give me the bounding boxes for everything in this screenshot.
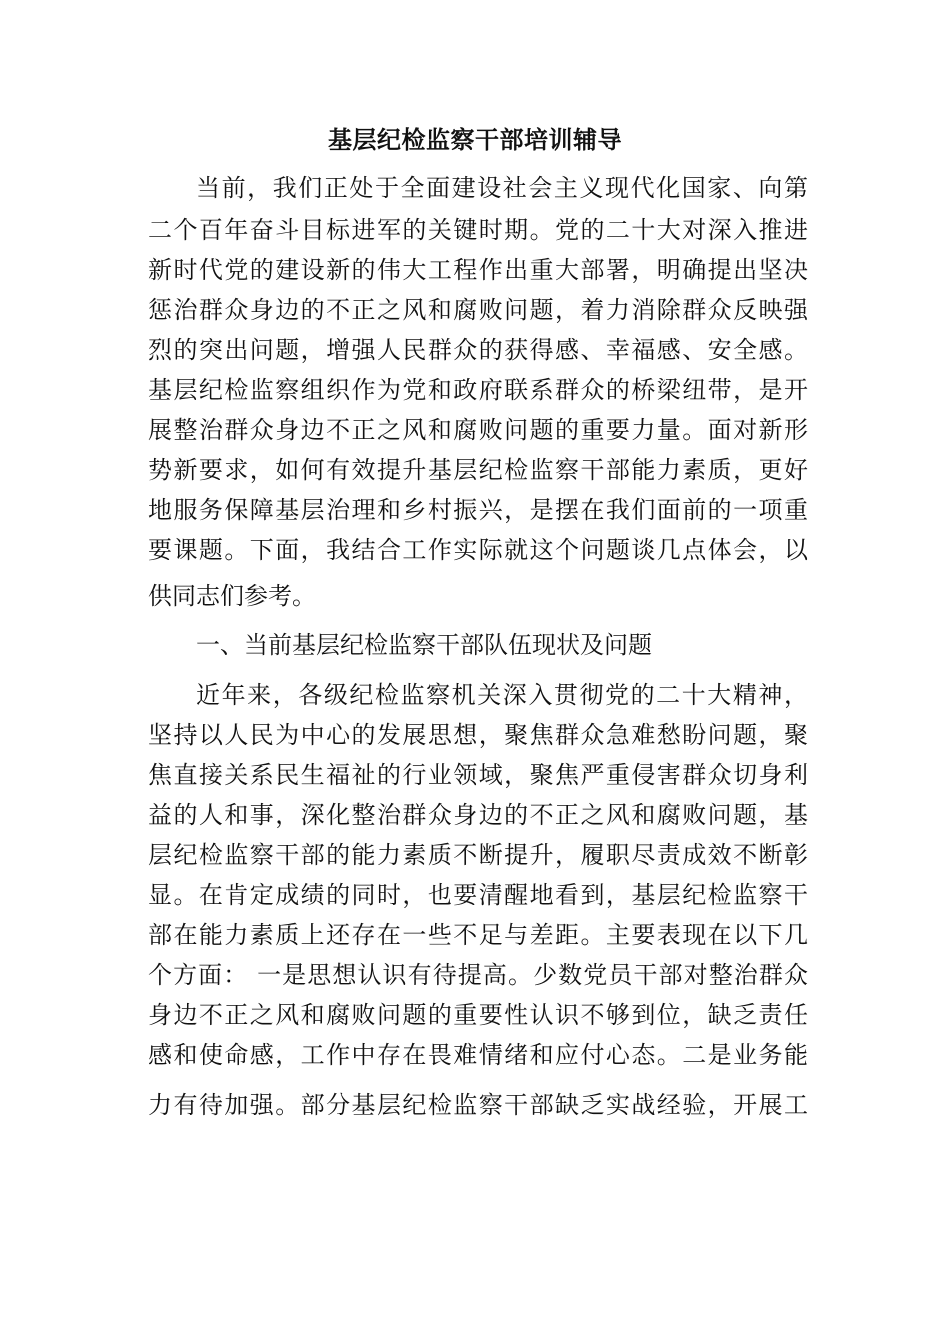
paragraph-2-line-10: 感和使命感，工作中存在畏难情绪和应付心态。二是业务能 — [148, 1041, 808, 1069]
paragraph-2-line-6: 显。在肯定成绩的同时，也要清醒地看到，基层纪检监察干 — [148, 881, 808, 909]
paragraph-1-line-5: 烈的突出问题，增强人民群众的获得感、幸福感、安全感。 — [148, 336, 808, 364]
paragraph-1-line-1: 当前，我们正处于全面建设社会主义现代化国家、向第 — [196, 174, 808, 202]
paragraph-1-line-9: 地服务保障基层治理和乡村振兴，是摆在我们面前的一项重 — [148, 496, 808, 524]
section-heading-1: 一、当前基层纪检监察干部队伍现状及问题 — [196, 631, 652, 659]
paragraph-2-line-11: 力有待加强。部分基层纪检监察干部缺乏实战经验，开展工 — [148, 1091, 808, 1119]
paragraph-1-line-8: 势新要求，如何有效提升基层纪检监察干部能力素质，更好 — [148, 456, 808, 484]
paragraph-1-line-6: 基层纪检监察组织作为党和政府联系群众的桥梁纽带，是开 — [148, 376, 808, 404]
paragraph-1-line-10: 要课题。下面，我结合工作实际就这个问题谈几点体会，以 — [148, 536, 808, 564]
paragraph-2-line-1: 近年来，各级纪检监察机关深入贯彻党的二十大精神， — [196, 681, 808, 709]
paragraph-2-line-8: 个方面： 一是思想认识有待提高。少数党员干部对整治群众 — [148, 961, 808, 989]
paragraph-1-line-11: 供同志们参考。 — [148, 582, 316, 610]
paragraph-2-line-2: 坚持以人民为中心的发展思想，聚焦群众急难愁盼问题，聚 — [148, 721, 808, 749]
paragraph-1-line-3: 新时代党的建设新的伟大工程作出重大部署，明确提出坚决 — [148, 256, 808, 284]
paragraph-2-line-7: 部在能力素质上还存在一些不足与差距。主要表现在以下几 — [148, 921, 808, 949]
paragraph-2-line-3: 焦直接关系民生福祉的行业领域，聚焦严重侵害群众切身利 — [148, 761, 808, 789]
paragraph-1-line-2: 二个百年奋斗目标进军的关键时期。党的二十大对深入推进 — [148, 216, 808, 244]
paragraph-1-line-7: 展整治群众身边不正之风和腐败问题的重要力量。面对新形 — [148, 416, 808, 444]
document-title: 基层纪检监察干部培训辅导 — [328, 125, 622, 154]
paragraph-2-line-5: 层纪检监察干部的能力素质不断提升，履职尽责成效不断彰 — [148, 841, 808, 869]
paragraph-1-line-4: 惩治群众身边的不正之风和腐败问题，着力消除群众反映强 — [148, 296, 808, 324]
paragraph-2-line-4: 益的人和事，深化整治群众身边的不正之风和腐败问题，基 — [148, 801, 808, 829]
paragraph-2-line-9: 身边不正之风和腐败问题的重要性认识不够到位，缺乏责任 — [148, 1001, 808, 1029]
